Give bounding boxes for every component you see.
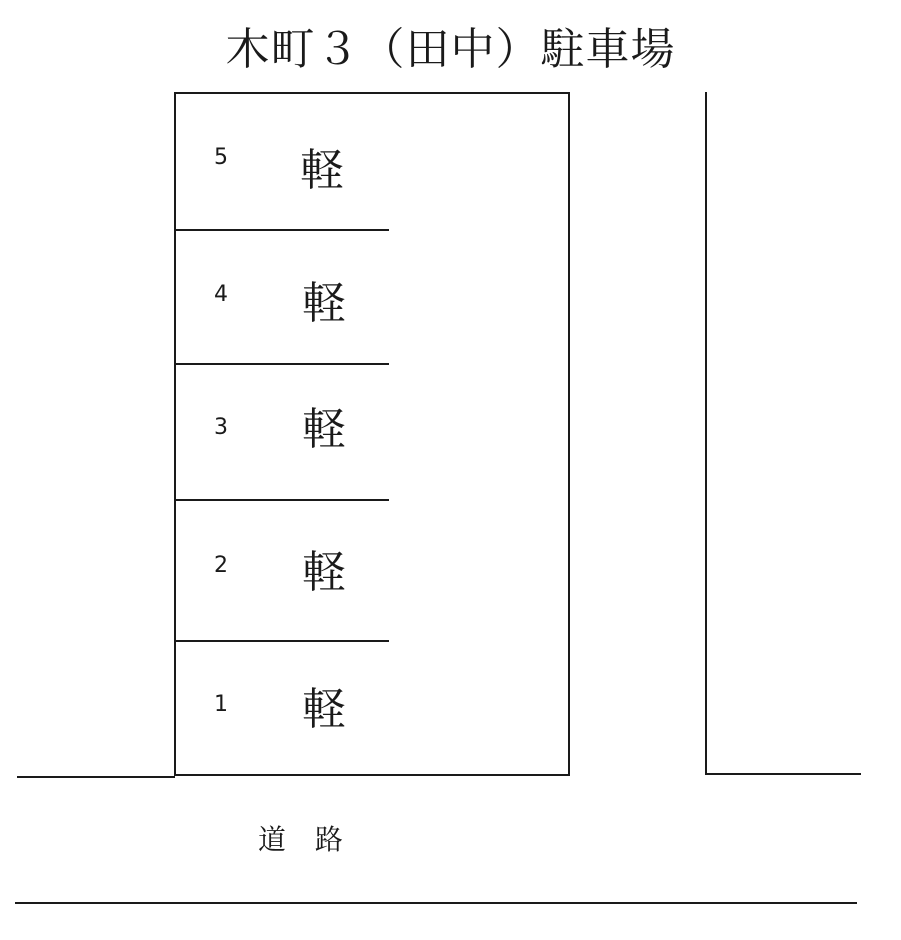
- parking-lot-outline: [174, 92, 570, 776]
- space-type-label: 軽: [300, 145, 344, 196]
- space-number: 4: [214, 282, 228, 307]
- space-number: 5: [214, 145, 228, 170]
- road-edge-upper-left: [17, 776, 175, 778]
- space-divider: [175, 363, 389, 365]
- space-divider: [175, 229, 389, 231]
- road-edge-lower: [15, 902, 857, 904]
- adjacent-boundary: [705, 92, 707, 775]
- road-label: 道 路: [258, 823, 353, 856]
- space-type-label: 軽: [302, 404, 346, 455]
- space-number: 3: [214, 415, 228, 440]
- page-title: 木町３（田中）駐車場: [225, 24, 676, 75]
- space-divider: [175, 640, 389, 642]
- space-type-label: 軽: [302, 278, 346, 329]
- space-type-label: 軽: [302, 684, 346, 735]
- space-number: 2: [214, 553, 228, 578]
- space-divider: [175, 499, 389, 501]
- space-type-label: 軽: [302, 547, 346, 598]
- space-number: 1: [214, 692, 228, 717]
- road-edge-upper-right: [705, 773, 861, 775]
